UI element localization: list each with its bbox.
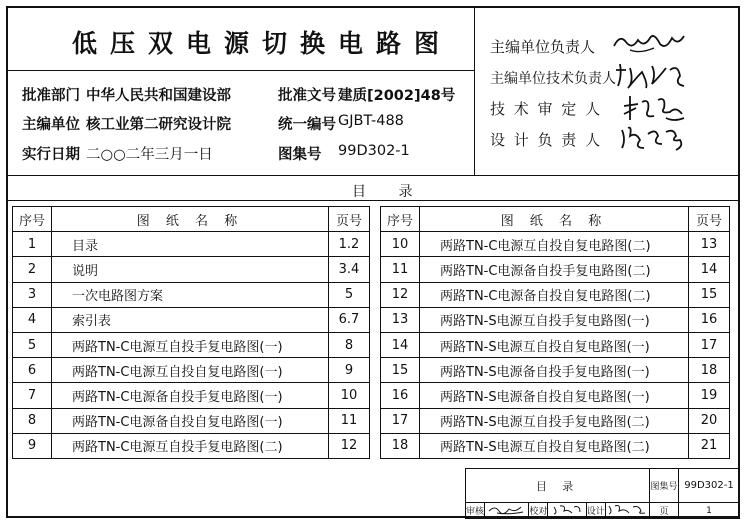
toc-row	[381, 307, 730, 332]
toc-row-name: 两路TN-C电源备自投自复电路图(二)	[420, 282, 689, 307]
check-signature	[550, 503, 584, 515]
toc-row	[13, 433, 370, 458]
stamp-atlas-label: 图集号	[650, 469, 679, 503]
stamp-review-sign	[485, 503, 529, 519]
toc-row	[381, 257, 730, 282]
toc-row-page: 6.7	[329, 307, 370, 332]
header-divider	[6, 175, 740, 176]
toc-row	[381, 282, 730, 307]
toc-row	[13, 232, 370, 257]
stamp-atlas-no: 99D302-1	[678, 469, 739, 503]
toc-row-name: 两路TN-C电源备自投自复电路图(一)	[52, 408, 329, 433]
toc-row-no: 10	[381, 232, 420, 257]
toc-row-no: 16	[381, 383, 420, 408]
stamp-check-sign	[548, 503, 586, 519]
toc-row	[381, 358, 730, 383]
toc-row-page: 13	[689, 232, 730, 257]
signature-4	[618, 122, 690, 154]
col-page-header: 页号	[329, 207, 370, 232]
toc-row	[13, 332, 370, 357]
toc-table-right	[380, 206, 730, 459]
toc-row-name: 两路TN-C电源互自投自复电路图(二)	[420, 232, 689, 257]
toc-row-page: 15	[689, 282, 730, 307]
toc-row	[13, 282, 370, 307]
toc-row-no: 3	[13, 282, 52, 307]
signature-1	[610, 28, 688, 58]
toc-row-no: 14	[381, 332, 420, 357]
approve-doc-label: 批准文号	[278, 88, 336, 104]
toc-header-row	[13, 207, 370, 232]
toc-row-name: 两路TN-S电源互自投自复电路图(二)	[420, 433, 689, 458]
toc-row-page: 3.4	[329, 257, 370, 282]
stamp-design-sign	[605, 503, 649, 519]
stamp-check-label: 校对	[529, 503, 548, 519]
responsible-label-1: 主编单位负责人	[490, 38, 596, 56]
toc-row	[381, 332, 730, 357]
header-vertical-divider	[474, 6, 475, 175]
toc-row-page: 20	[689, 408, 730, 433]
review-signature	[487, 503, 527, 515]
toc-row-name: 两路TN-S电源备自投自复电路图(一)	[420, 383, 689, 408]
editor: 核工业第二研究设计院	[86, 117, 231, 133]
toc-row-no: 6	[13, 358, 52, 383]
toc-row-page: 16	[689, 307, 730, 332]
toc-row	[13, 307, 370, 332]
toc-table-left	[12, 206, 370, 459]
approve-doc: 建质[2002]48号	[338, 88, 456, 104]
stamp-design-label: 设计	[586, 503, 605, 519]
col-name-header: 图 纸 名 称	[420, 207, 689, 232]
toc-row-page: 12	[329, 433, 370, 458]
col-no-header: 序号	[381, 207, 420, 232]
toc-row-no: 18	[381, 433, 420, 458]
toc-row-name: 两路TN-C电源备自投手复电路图(二)	[420, 257, 689, 282]
responsible-label-3: 技 术 审 定 人	[490, 100, 603, 118]
toc-row-no: 5	[13, 332, 52, 357]
responsible-label-4: 设 计 负 责 人	[490, 131, 603, 149]
toc-row-name: 两路TN-S电源互自投手复电路图(一)	[420, 307, 689, 332]
toc-row-no: 13	[381, 307, 420, 332]
approve-dept-label: 批准部门	[22, 88, 80, 104]
responsible-label-2: 主编单位技术负责人	[490, 71, 616, 87]
toc-row-no: 4	[13, 307, 52, 332]
atlas-no: 99D302-1	[338, 143, 410, 159]
signature-3	[620, 92, 690, 124]
toc-row-name: 两路TN-S电源互自投自复电路图(一)	[420, 332, 689, 357]
toc-row-name: 两路TN-C电源互自投手复电路图(一)	[52, 332, 329, 357]
toc-row-name: 两路TN-S电源互自投手复电路图(二)	[420, 408, 689, 433]
stamp-review-label: 审核	[466, 503, 485, 519]
toc-row	[381, 383, 730, 408]
signature-2	[612, 60, 692, 92]
toc-row-no: 2	[13, 257, 52, 282]
toc-row	[13, 408, 370, 433]
toc-row-name: 两路TN-C电源互自投手复电路图(二)	[52, 433, 329, 458]
toc-row-name: 两路TN-S电源备自投手复电路图(一)	[420, 358, 689, 383]
toc-row-page: 11	[329, 408, 370, 433]
toc-row-no: 15	[381, 358, 420, 383]
toc-row	[13, 257, 370, 282]
toc-row-page: 17	[689, 332, 730, 357]
toc-row-page: 19	[689, 383, 730, 408]
toc-row-no: 8	[13, 408, 52, 433]
editor-label: 主编单位	[22, 117, 80, 133]
effective-label: 实行日期	[22, 147, 80, 163]
stamp-page-label: 页	[650, 503, 679, 519]
design-signature	[607, 503, 647, 515]
toc-row-no: 17	[381, 408, 420, 433]
toc-row-no: 12	[381, 282, 420, 307]
toc-row-page: 8	[329, 332, 370, 357]
title-block	[465, 468, 740, 519]
toc-row-no: 1	[13, 232, 52, 257]
toc-row-page: 10	[329, 383, 370, 408]
col-name-header: 图 纸 名 称	[52, 207, 329, 232]
toc-row-name: 说明	[52, 257, 329, 282]
unified-no-label: 统一编号	[278, 117, 336, 133]
effective-date: 二○○二年三月一日	[86, 147, 213, 163]
page-title: 低压双电源切换电路图	[72, 29, 453, 58]
toc-row	[13, 383, 370, 408]
toc-row-no: 11	[381, 257, 420, 282]
toc-row	[381, 433, 730, 458]
stamp-title: 目 录	[466, 469, 650, 503]
title-divider	[6, 70, 474, 71]
toc-row-page: 21	[689, 433, 730, 458]
toc-row	[381, 232, 730, 257]
toc-row-name: 两路TN-C电源备自投手复电路图(一)	[52, 383, 329, 408]
toc-row	[381, 408, 730, 433]
col-page-header: 页号	[689, 207, 730, 232]
col-no-header: 序号	[13, 207, 52, 232]
toc-row-page: 1.2	[329, 232, 370, 257]
toc-row	[13, 358, 370, 383]
unified-no: GJBT-488	[338, 113, 404, 129]
toc-row-page: 9	[329, 358, 370, 383]
toc-row-no: 7	[13, 383, 52, 408]
toc-row-name: 目录	[52, 232, 329, 257]
toc-row-page: 5	[329, 282, 370, 307]
toc-heading: 目 录	[352, 184, 427, 200]
toc-row-page: 14	[689, 257, 730, 282]
stamp-page-no: 1	[678, 503, 739, 519]
toc-row-page: 18	[689, 358, 730, 383]
toc-row-name: 一次电路图方案	[52, 282, 329, 307]
toc-row-no: 9	[13, 433, 52, 458]
toc-header-row	[381, 207, 730, 232]
approve-dept: 中华人民共和国建设部	[86, 88, 231, 104]
toc-row-name: 索引表	[52, 307, 329, 332]
toc-row-name: 两路TN-C电源互自投自复电路图(一)	[52, 358, 329, 383]
atlas-no-label: 图集号	[278, 147, 322, 163]
